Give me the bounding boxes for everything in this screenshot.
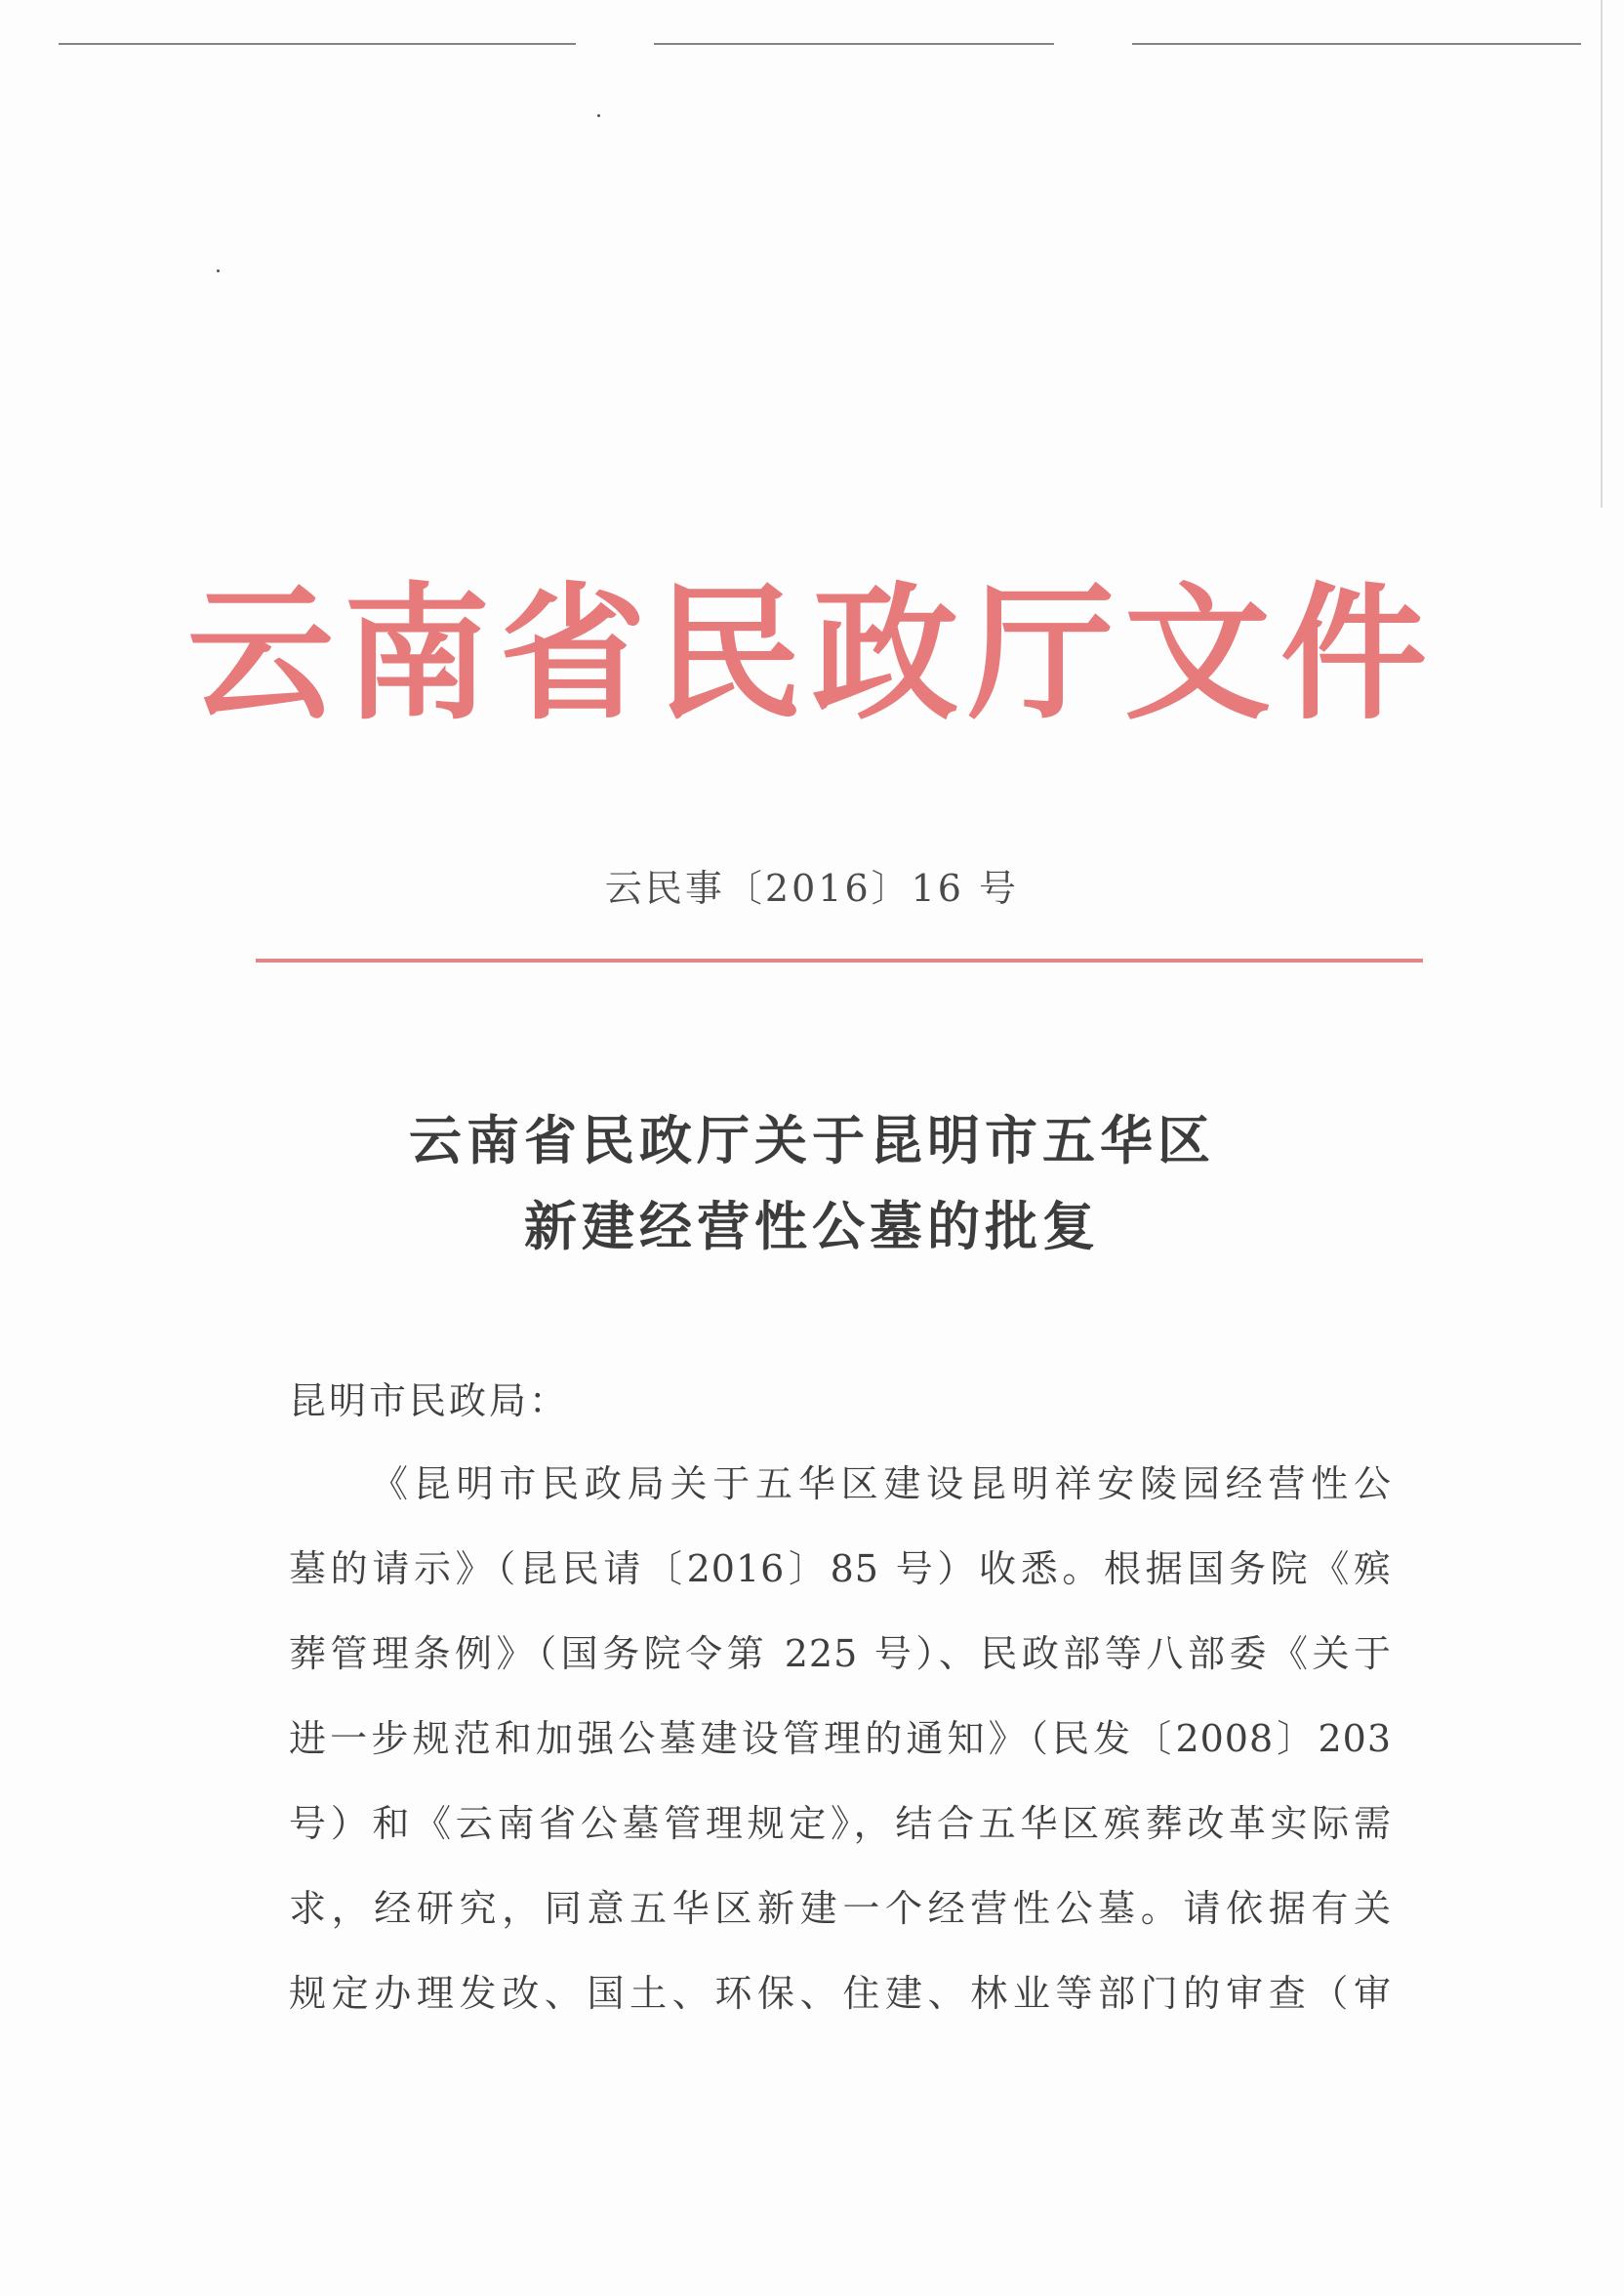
document-number: 云民事〔2016〕16 号 xyxy=(604,867,1020,910)
body-line: 规定办理发改、国土、环保、住建、林业等部门的审查（审 xyxy=(289,1972,1392,2015)
scan-speck xyxy=(597,114,600,117)
scan-artifact-line xyxy=(654,43,1054,45)
body-paragraph xyxy=(289,1455,1392,2049)
body-line: 进一步规范和加强公墓建设管理的通知》（民发〔2008〕203 xyxy=(289,1717,1392,1760)
document-title xyxy=(0,1098,1624,1270)
body-line: 求，经研究，同意五华区新建一个经营性公墓。请依据有关 xyxy=(289,1887,1392,1930)
scan-artifact-line xyxy=(59,43,576,45)
scan-speck xyxy=(217,269,220,272)
salutation: 昆明市民政局： xyxy=(289,1379,570,1422)
document-title-line-2: 新建经营性公墓的批复 xyxy=(524,1196,1100,1257)
red-divider-rule xyxy=(256,959,1423,963)
body-line: 墓的请示》（昆民请〔2016〕85 号）收悉。根据国务院《殡 xyxy=(289,1547,1392,1590)
body-line: 号）和《云南省公墓管理规定》，结合五华区殡葬改革实际需 xyxy=(289,1802,1392,1845)
body-line: 葬管理条例》（国务院令第 225 号）、民政部等八部委《关于 xyxy=(289,1632,1392,1675)
body-line: 《昆明市民政局关于五华区建设昆明祥安陵园经营性公 xyxy=(371,1462,1392,1505)
scan-artifact-line xyxy=(1132,43,1581,45)
document-title-line-1: 云南省民政厅关于昆明市五华区 xyxy=(409,1110,1215,1171)
issuing-agency-header: 云南省民政厅文件 xyxy=(186,568,1437,740)
scan-edge-line xyxy=(1601,0,1603,508)
